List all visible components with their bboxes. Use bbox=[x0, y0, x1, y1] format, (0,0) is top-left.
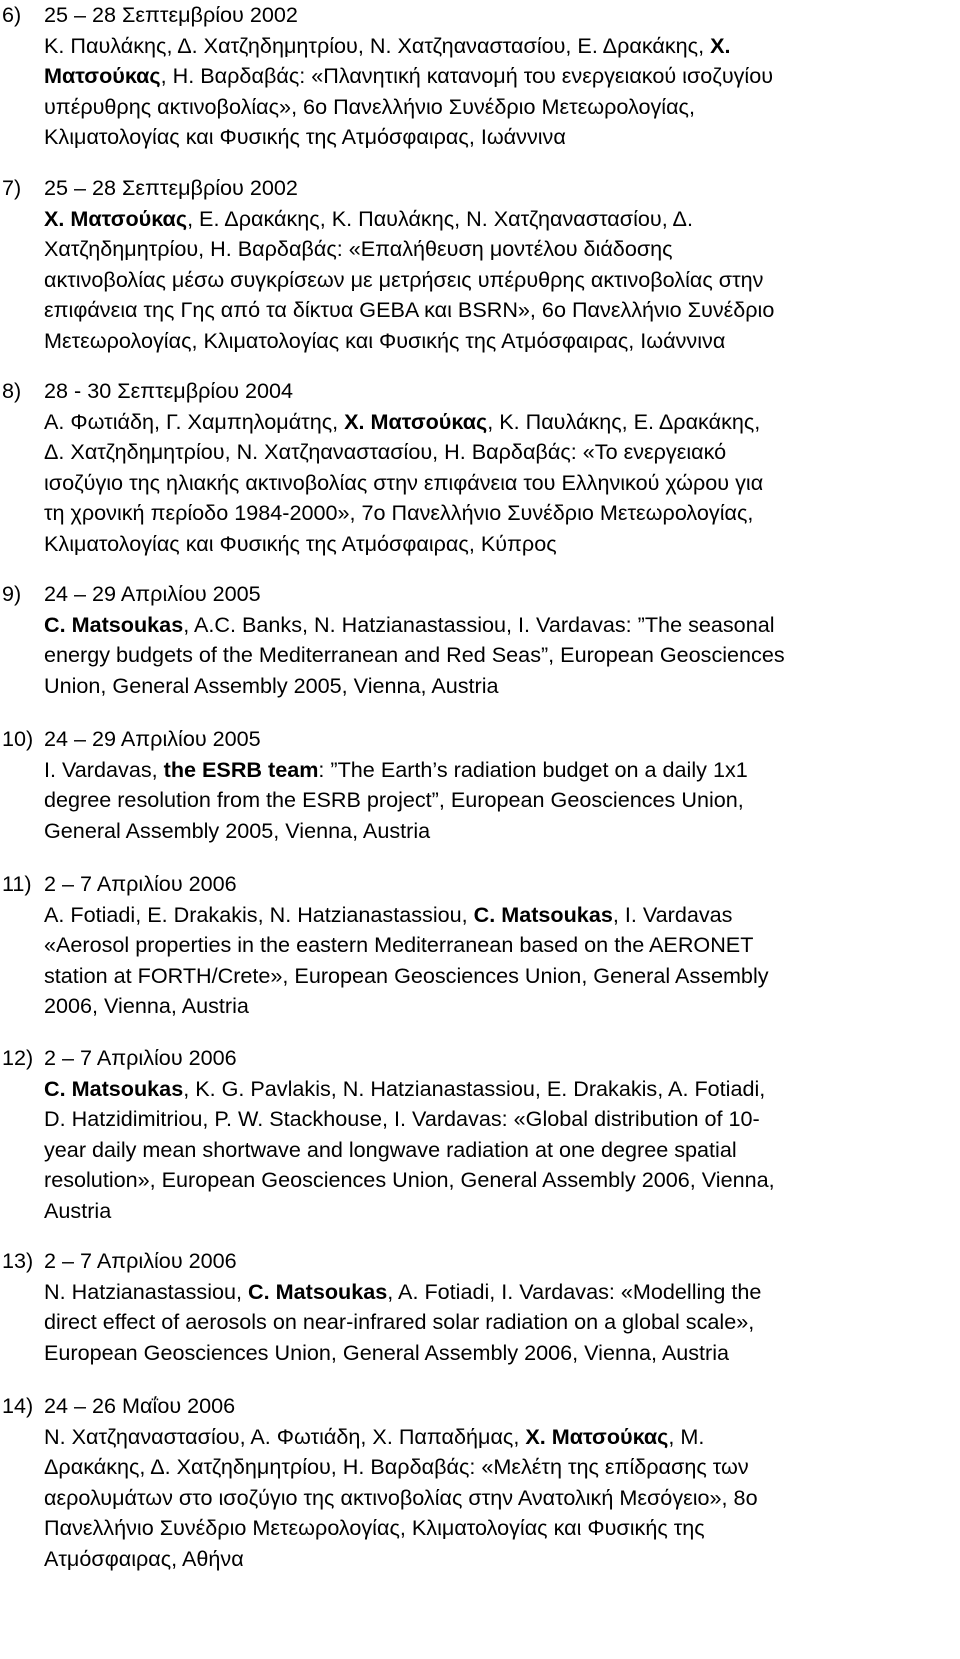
text-segment: Δρακάκης, Δ. Χατζηδημητρίου, Η. Βαρδαβάς: «Μελέτη της επίδρασης των bbox=[44, 1454, 749, 1479]
text-segment: τη χρονική περίοδο 1984-2000», 7ο Πανελλήνιο Συνέδριο Μετεωρολογίας, bbox=[44, 500, 754, 525]
entry-text-line bbox=[44, 468, 945, 499]
text-segment: 2 – 7 Απριλίου 2006 bbox=[44, 871, 237, 896]
text-segment: 25 – 28 Σεπτεμβρίου 2002 bbox=[44, 175, 298, 200]
text-segment: year daily mean shortwave and longwave radiation at one degree spatial bbox=[44, 1136, 737, 1162]
entry-text-line bbox=[44, 61, 945, 92]
entry-text-line bbox=[44, 1165, 945, 1196]
text-segment: station at FORTH/Crete», European Geosciences Union, General Assembly bbox=[44, 962, 769, 988]
entry-number: 11) bbox=[2, 871, 32, 896]
entry-text-line bbox=[44, 92, 945, 123]
entry-text-line bbox=[44, 755, 945, 786]
text-segment: Κ. Παυλάκης, Δ. Χατζηδημητρίου, Ν. Χατζηαναστασίου, Ε. Δρακάκης, bbox=[44, 32, 711, 58]
entry-text-line bbox=[44, 991, 945, 1022]
text-segment: Κλιματολογίας και Φυσικής της Ατμόσφαιρας, Κύπρος bbox=[44, 530, 557, 556]
author-highlight: Χ. Ματσούκας bbox=[44, 205, 188, 231]
reference-entry bbox=[0, 1246, 945, 1368]
entry-body bbox=[44, 1043, 945, 1226]
reference-entry bbox=[0, 1043, 945, 1226]
entry-number: 8) bbox=[2, 378, 22, 403]
entry-body bbox=[44, 724, 945, 846]
author-highlight: Χ. Ματσούκας bbox=[344, 408, 488, 434]
entry-number: 13) bbox=[2, 1248, 34, 1273]
entry-text-line bbox=[44, 529, 945, 560]
text-segment: αερολυμάτων στο ισοζύγιο της ακτινοβολίας στην Ανατολική Μεσόγειο», 8ο bbox=[44, 1484, 758, 1510]
text-segment: «Aerosol properties in the eastern Mediterranean based on the AERONET bbox=[44, 932, 754, 957]
entry-text-line bbox=[44, 498, 945, 529]
entry-date bbox=[44, 0, 945, 31]
text-segment: 24 – 29 Απριλίου 2005 bbox=[44, 581, 261, 606]
entry-date bbox=[44, 376, 945, 407]
entry-date bbox=[44, 1043, 945, 1074]
author-highlight: Ματσούκας bbox=[44, 63, 161, 88]
text-segment: , A.C. Banks, N. Hatzianastassiou, I. Vardavas: ”The seasonal bbox=[183, 611, 775, 637]
text-segment: degree resolution from the ESRB project”, European Geosciences Union, bbox=[44, 787, 744, 812]
reference-entry bbox=[0, 724, 945, 846]
text-segment: Ατμόσφαιρας, Αθήνα bbox=[44, 1545, 244, 1571]
text-segment: υπέρυθρης ακτινοβολίας», 6ο Πανελλήνιο Συνέδριο Μετεωρολογίας, bbox=[44, 93, 695, 119]
text-segment: energy budgets of the Mediterranean and Red Seas”, European Geosciences bbox=[44, 642, 785, 667]
entry-text-line bbox=[44, 610, 945, 641]
author-highlight: C. Matsoukas bbox=[473, 901, 613, 927]
entry-body bbox=[44, 579, 945, 701]
text-segment: , Μ. bbox=[668, 1423, 705, 1449]
text-segment: 28 - 30 Σεπτεμβρίου 2004 bbox=[44, 378, 294, 403]
author-highlight: Χ. bbox=[710, 32, 731, 58]
text-segment: Union, General Assembly 2005, Vienna, Austria bbox=[44, 672, 499, 698]
entry-date bbox=[44, 1246, 945, 1277]
entry-text-line bbox=[44, 437, 945, 468]
text-segment: Μετεωρολογίας, Κλιματολογίας και Φυσικής της Ατμόσφαιρας, Ιωάννινα bbox=[44, 327, 726, 353]
text-segment: Α. Φωτιάδη, Γ. Χαμπηλομάτης, bbox=[44, 408, 345, 434]
entry-text-line bbox=[44, 640, 945, 671]
author-highlight: C. Matsoukas bbox=[248, 1278, 388, 1304]
entry-text-line bbox=[44, 785, 945, 816]
text-segment: 2 – 7 Απριλίου 2006 bbox=[44, 1045, 237, 1070]
text-segment: , Η. Βαρδαβάς: «Πλανητική κατανομή του ενεργειακού ισοζυγίου bbox=[160, 63, 774, 88]
entry-text-line bbox=[44, 1483, 945, 1514]
text-segment: επιφάνεια της Γης από τα δίκτυα GEBA και BSRN», 6ο Πανελλήνιο Συνέδριο bbox=[44, 297, 775, 322]
entry-text-line bbox=[44, 1452, 945, 1483]
text-segment: Χατζηδημητρίου, Η. Βαρδαβάς: «Επαλήθευση μοντέλου διάδοσης bbox=[44, 236, 673, 261]
text-segment: Κλιματολογίας και Φυσικής της Ατμόσφαιρας, Ιωάννινα bbox=[44, 124, 566, 149]
text-segment: , I. Vardavas bbox=[612, 901, 733, 927]
author-highlight: the ESRB team bbox=[163, 756, 319, 782]
entry-text-line bbox=[44, 930, 945, 961]
entry-number: 7) bbox=[2, 175, 22, 200]
entry-text-line bbox=[44, 326, 945, 357]
entry-text-line bbox=[44, 1135, 945, 1166]
text-segment: Δ. Χατζηδημητρίου, Ν. Χατζηαναστασίου, Η. Βαρδαβάς: «Το ενεργειακό bbox=[44, 439, 727, 464]
entry-number: 9) bbox=[2, 581, 22, 606]
author-highlight: Χ. Ματσούκας bbox=[525, 1423, 669, 1449]
reference-entry bbox=[0, 0, 945, 153]
entry-text-line bbox=[44, 1513, 945, 1544]
entry-text-line bbox=[44, 407, 945, 438]
entry-number: 12) bbox=[2, 1045, 34, 1070]
text-segment: N. Hatzianastassiou, bbox=[44, 1278, 249, 1304]
entry-date bbox=[44, 1391, 945, 1422]
entry-text-line bbox=[44, 295, 945, 326]
entry-number: 14) bbox=[2, 1393, 34, 1418]
text-segment: , Κ. Παυλάκης, Ε. Δρακάκης, bbox=[487, 408, 761, 434]
entry-text-line bbox=[44, 234, 945, 265]
entry-body bbox=[44, 869, 945, 1022]
text-segment: General Assembly 2005, Vienna, Austria bbox=[44, 817, 431, 843]
text-segment: , A. Fotiadi, I. Vardavas: «Modelling the bbox=[387, 1278, 762, 1304]
entry-number: 6) bbox=[2, 2, 22, 27]
entry-body bbox=[44, 376, 945, 559]
text-segment: Ν. Χατζηαναστασίου, Α. Φωτιάδη, Χ. Παπαδήμας, bbox=[44, 1423, 526, 1449]
entry-body bbox=[44, 173, 945, 356]
reference-entry bbox=[0, 579, 945, 701]
entry-text-line bbox=[44, 204, 945, 235]
entry-body bbox=[44, 1246, 945, 1368]
text-segment: D. Hatzidimitriou, P. W. Stackhouse, I. Vardavas: «Global distribution of 10- bbox=[44, 1106, 760, 1131]
text-segment: resolution», European Geosciences Union, General Assembly 2006, Vienna, bbox=[44, 1167, 775, 1192]
entry-date bbox=[44, 579, 945, 610]
entry-date bbox=[44, 869, 945, 900]
text-segment: 25 – 28 Σεπτεμβρίου 2002 bbox=[44, 2, 298, 27]
entry-text-line bbox=[44, 1196, 945, 1227]
entry-date bbox=[44, 173, 945, 204]
entry-text-line bbox=[44, 1338, 945, 1369]
author-highlight: C. Matsoukas bbox=[44, 611, 184, 637]
entry-body bbox=[44, 1391, 945, 1574]
entry-text-line bbox=[44, 31, 945, 62]
text-segment: , K. G. Pavlakis, N. Hatzianastassiou, E. Drakakis, A. Fotiadi, bbox=[183, 1075, 766, 1101]
text-segment: , Ε. Δρακάκης, Κ. Παυλάκης, Ν. Χατζηαναστασίου, Δ. bbox=[187, 205, 693, 231]
author-highlight: C. Matsoukas bbox=[44, 1075, 184, 1101]
text-segment: 2 – 7 Απριλίου 2006 bbox=[44, 1248, 237, 1273]
text-segment: Πανελλήνιο Συνέδριο Μετεωρολογίας, Κλιματολογίας και Φυσικής της bbox=[44, 1515, 705, 1540]
entry-text-line bbox=[44, 1422, 945, 1453]
text-segment: 24 – 29 Απριλίου 2005 bbox=[44, 726, 261, 751]
entry-number: 10) bbox=[2, 726, 34, 751]
text-segment: Austria bbox=[44, 1197, 112, 1223]
entry-text-line bbox=[44, 265, 945, 296]
text-segment: ισοζύγιο της ηλιακής ακτινοβολίας στην επιφάνεια του Ελληνικού χώρου για bbox=[44, 469, 764, 495]
text-segment: 2006, Vienna, Austria bbox=[44, 993, 249, 1018]
text-segment: European Geosciences Union, General Assembly 2006, Vienna, Austria bbox=[44, 1339, 730, 1365]
entry-text-line bbox=[44, 671, 945, 702]
text-segment: direct effect of aerosols on near-infrared solar radiation on a global scale», bbox=[44, 1309, 755, 1334]
entry-date bbox=[44, 724, 945, 755]
reference-entry bbox=[0, 173, 945, 356]
entry-body bbox=[44, 0, 945, 153]
entry-text-line bbox=[44, 1104, 945, 1135]
entry-text-line bbox=[44, 1074, 945, 1105]
text-segment: ακτινοβολίας μέσω συγκρίσεων με μετρήσεις υπέρυθρης ακτινοβολίας στην bbox=[44, 266, 764, 292]
reference-entry bbox=[0, 869, 945, 1022]
entry-text-line bbox=[44, 900, 945, 931]
entry-text-line bbox=[44, 122, 945, 153]
entry-text-line bbox=[44, 961, 945, 992]
reference-entry bbox=[0, 1391, 945, 1574]
text-segment: I. Vardavas, bbox=[44, 756, 164, 782]
text-segment: A. Fotiadi, E. Drakakis, N. Hatzianastassiou, bbox=[44, 901, 474, 927]
reference-entry bbox=[0, 376, 945, 559]
entry-text-line bbox=[44, 1307, 945, 1338]
entry-text-line bbox=[44, 1277, 945, 1308]
entry-text-line bbox=[44, 816, 945, 847]
text-segment: : ”The Earth’s radiation budget on a daily 1x1 bbox=[318, 756, 748, 782]
entry-text-line bbox=[44, 1544, 945, 1575]
text-segment: 24 – 26 Μαΐου 2006 bbox=[44, 1393, 236, 1418]
